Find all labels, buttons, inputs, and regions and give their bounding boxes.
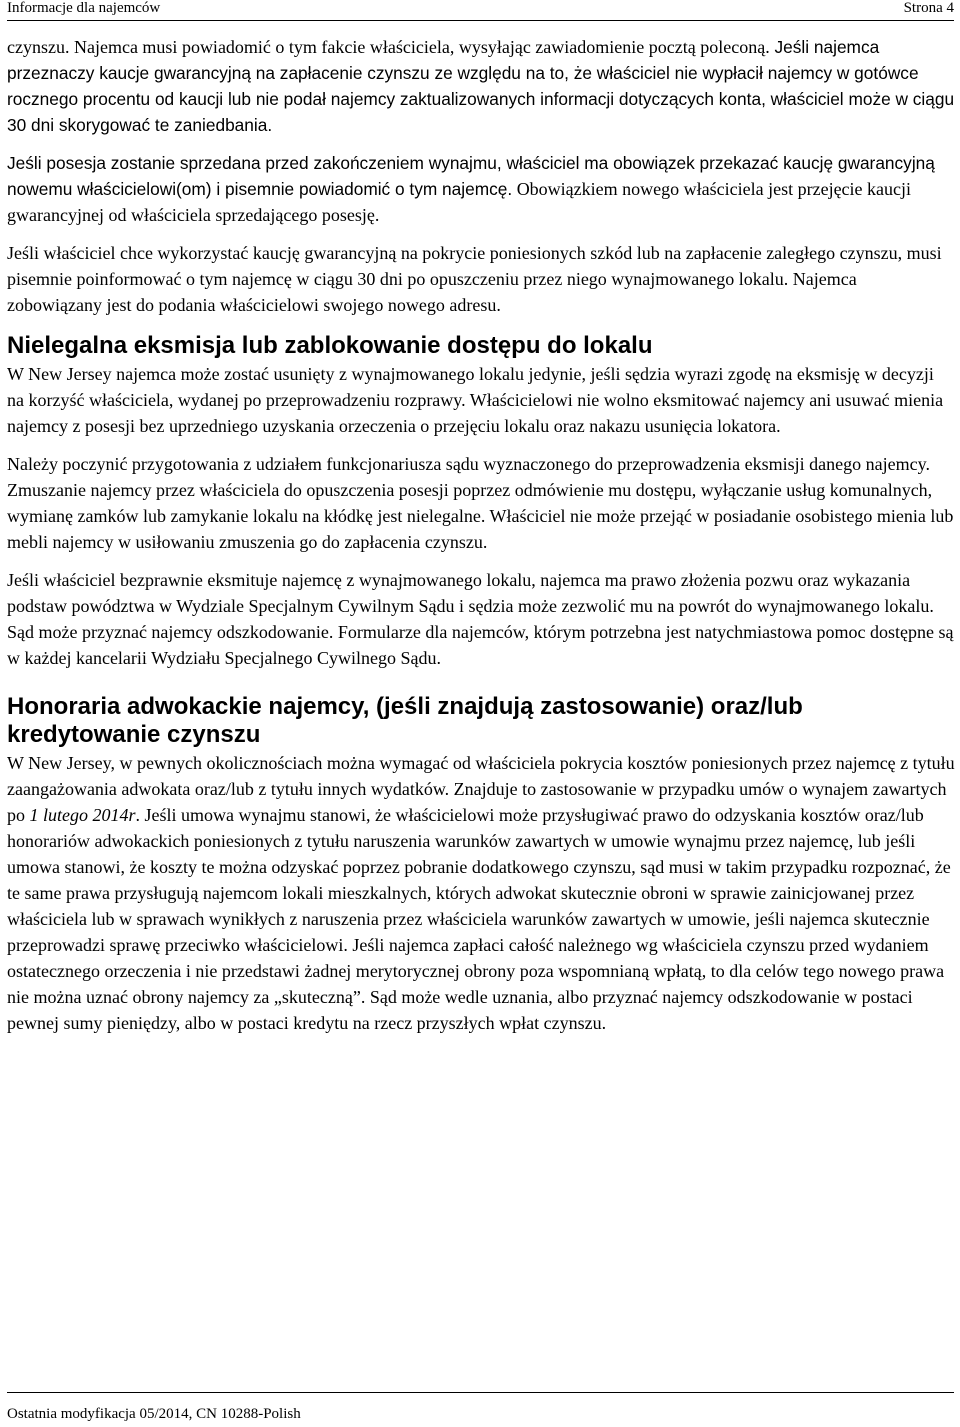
fees-heading: Honoraria adwokackie najemcy, (jeśli znajdują zastosowanie) oraz/lub kredytowanie czynszu — [7, 693, 803, 748]
sale-serif-text: Obowiązkiem nowego właściciela jest przejęcie kaucji gwarancyjnej od właściciela sprzedającego posesję. — [7, 179, 912, 225]
eviction-heading: Nielegalna eksmisja lub zablokowanie dostępu do lokalu — [7, 332, 653, 359]
intro-paragraph — [7, 34, 955, 138]
document-body — [7, 30, 955, 1048]
page-footer — [7, 1392, 954, 1423]
fees-section — [7, 693, 955, 1036]
eviction-paragraph-1: W New Jersey najemca może zostać usunięty z wynajmowanego lokalu jedynie, jeśli sędzia wyrazi zgodę na eksmisję w decyzji na korzyść właściciela, wydanej po przeprowadzeniu rozprawy. Właścicielowi nie wolno eksmitować najemcy ani usuwać mienia najemcy z posesji bez uprzedniego uzyskania orzeczenia o przejęciu lokalu oraz nakazu usunięcia lokatora. — [7, 364, 944, 436]
eviction-section — [7, 332, 955, 671]
fees-text-end: . Jeśli umowa wynajmu stanowi, że właścicielowi może przysługiwać prawo do odzyskania kosztów oraz/lub honorariów adwokackich poniesionych z tytułu naruszenia warunków zawartych w umowie wynajmu przez najemcę, lub jeśli umowa stanowi, że koszty te można odzyskać poprzez pobranie dodatkowego czynszu, sąd musi w takim przypadku rozpoznać, że te same prawa przysługują najemcom lokali mieszkalnych, których adwokat skutecznie obroni w sprawie zainicjowanej przez właściciela lub w sprawach wynikłych z naruszenia przez właściciela warunków zawartych w umowie, jeśli najemca skutecznie przeprowadzi sprawę przeciwko właścicielowi. Jeśli najemca zapłaci całość należnego wg właściciela czynszu przed wydaniem ostatecznego orzeczenia i nie przedstawi żadnej merytorycznej obrony poza wspomnianą wpłatą, to dla celów tego nowego prawa nie można uznać obrony najemcy za „skuteczną”. Sąd może wedle uznania, albo przyznać najemcy odszkodowanie w postaci pewnej sumy pieniędzy, albo w postaci kredytu na rzecz przyszłych wpłat czynszu. — [7, 805, 951, 1033]
intro-serif-text: czynszu. Najemca musi powiadomić o tym fakcie właściciela, wysyłając zawiadomienie pocztą poleconą. — [7, 37, 770, 57]
damages-paragraph: Jeśli właściciel chce wykorzystać kaucję gwarancyjną na pokrycie poniesionych szkód lub na zapłacenie zaległego czynszu, musi pisemnie poinformować o tym najemcę w ciągu 30 dni po opuszczeniu przez niego wynajmowanego lokalu. Najemca zobowiązany jest do podania właścicielowi swojego nowego adresu. — [7, 243, 942, 315]
page-number: Strona 4 — [903, 0, 954, 16]
fees-text-start: W New Jersey, w pewnych okolicznościach można wymagać od właściciela pokrycia kosztów poniesionych przez najemcę z tytułu zaangażowania adwokata oraz/lub z tytułu innych wydatków. Znajduje to zastosowanie w przypadku umów o wynajem zawartych po — [7, 753, 955, 825]
fees-date: 1 lutego 2014r — [29, 805, 136, 825]
header-title: Informacje dla najemców — [7, 0, 161, 16]
sale-sans-text: Jeśli posesja zostanie sprzedana przed zakończeniem wynajmu, właściciel ma obowiązek przekazać kaucję gwarancyjną nowemu właścicielowi(om) i pisemnie powiadomić o tym najemcę. — [7, 153, 935, 199]
fees-paragraph — [7, 750, 955, 1036]
eviction-paragraph-2: Należy poczynić przygotowania z udziałem funkcjonariusza sądu wyznaczonego do przeprowadzenia eksmisji danego najemcy. Zmuszanie najemcy przez właściciela do opuszczenia posesji poprzez odmówienie mu dostępu, wyłączanie usług komunalnych, wymianę zamków lub zamykanie lokalu na kłódkę jest nielegalne. Właściciel nie może przejąć w posiadanie osobistego mienia lub mebli najemcy w usiłowaniu zmuszenia go do zapłacenia czynszu. — [7, 454, 954, 552]
footer-text: Ostatnia modyfikacja 05/2014, CN 10288-Polish — [7, 1406, 301, 1422]
page-header — [7, 0, 954, 21]
eviction-paragraph-3: Jeśli właściciel bezprawnie eksmituje najemcę z wynajmowanego lokalu, najemca ma prawo złożenia pozwu oraz wykazania podstaw powództwa w Wydziale Specjalnym Cywilnym Sądu i sędzia może zezwolić mu na powrót do wynajmowanego lokalu. Sąd może przyznać najemcy odszkodowanie. Formularze dla najemców, którym potrzebna jest natychmiastowa pomoc dostępne są w każdej kancelarii Wydziału Specjalnego Cywilnego Sądu. — [7, 570, 954, 668]
sale-paragraph — [7, 150, 955, 228]
intro-sans-text: Jeśli najemca przeznaczy kaucje gwarancyjną na zapłacenie czynszu ze względu na to, że właściciel nie wypłacił najemcy w gotówce rocznego procentu od kaucji lub nie podał najemcy zaktualizowanych informacji dotyczących konta, właściciel może w ciągu 30 dni skorygować te zaniedbania. — [7, 37, 955, 135]
